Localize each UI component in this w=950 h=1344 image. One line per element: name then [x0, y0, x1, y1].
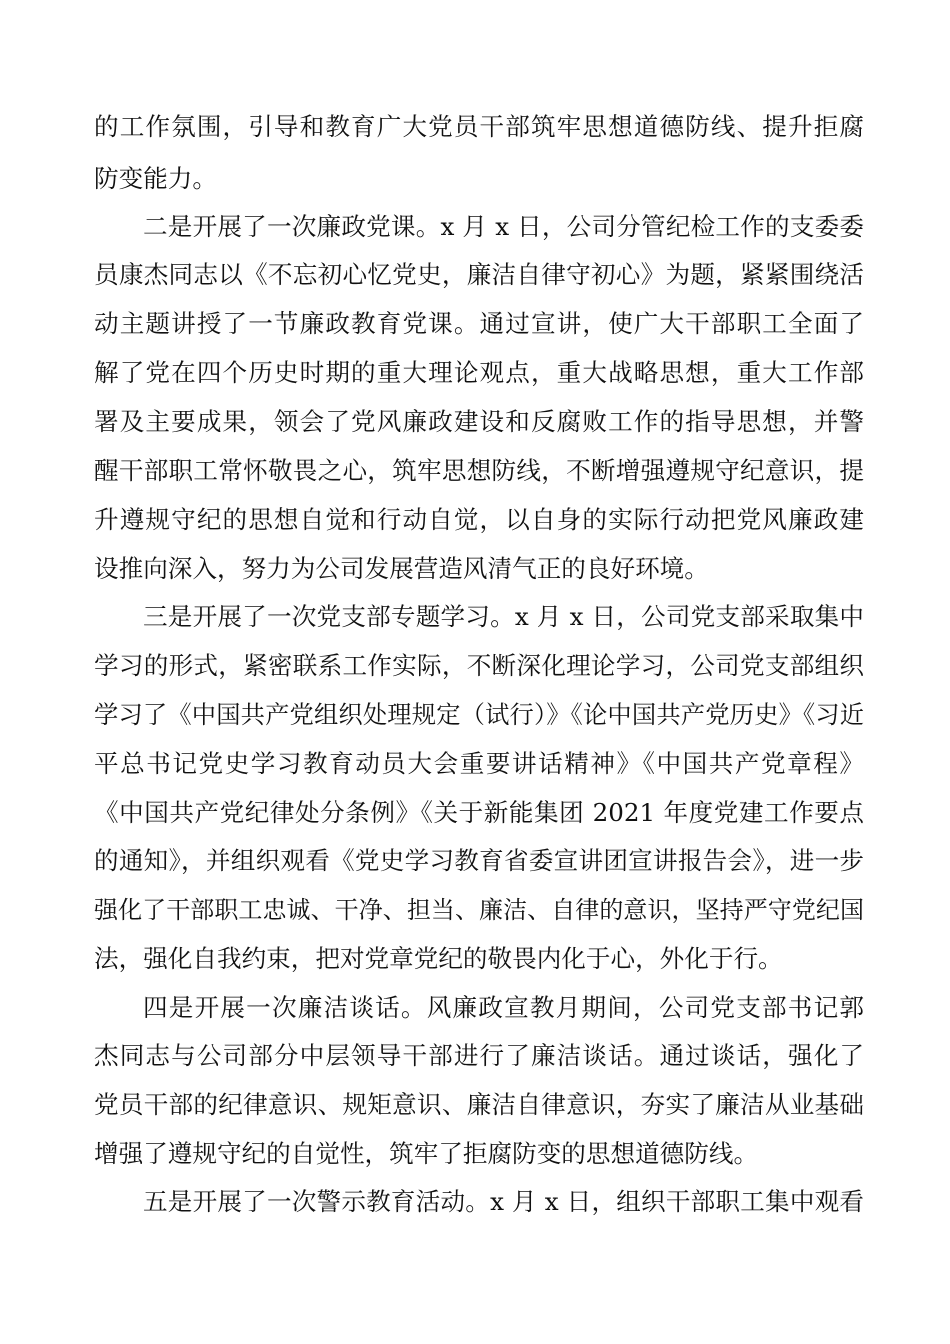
paragraph-line: 醒干部职工常怀敬畏之心，筑牢思想防线，不断增强遵规守纪意识，提	[94, 456, 864, 485]
paragraph-line: 强化了干部职工忠诚、干净、担当、廉洁、自律的意识，坚持严守党纪国	[94, 896, 864, 924]
paragraph-line: 的通知》，并组织观看《党史学习教育省委宣讲团宣讲报告会》，进一步	[94, 846, 864, 875]
paragraph-line: 员康杰同志以《不忘初心忆党史，廉洁自律守初心》为题，紧紧围绕活	[94, 260, 864, 289]
paragraph-line: 《中国共产党纪律处分条例》《关于新能集团 2021 年度党建工作要点	[94, 798, 864, 827]
paragraph-line: 升遵规守纪的思想自觉和行动自觉，以自身的实际行动把党风廉政建	[94, 505, 864, 534]
paragraph-line: 三是开展了一次党支部专题学习。x 月 x 日，公司党支部采取集中	[143, 602, 864, 631]
paragraph-line: 五是开展了一次警示教育活动。x 月 x 日，组织干部职工集中观看	[143, 1187, 864, 1216]
paragraph-line: 杰同志与公司部分中层领导干部进行了廉洁谈话。通过谈话，强化了	[94, 1041, 864, 1070]
paragraph-line: 学习的形式，紧密联系工作实际，不断深化理论学习，公司党支部组织	[94, 651, 864, 680]
paragraph-line: 动主题讲授了一节廉政教育党课。通过宣讲，使广大干部职工全面了	[94, 309, 864, 338]
paragraph-line: 的工作氛围，引导和教育广大党员干部筑牢思想道德防线、提升拒腐	[94, 112, 864, 141]
paragraph-line: 解了党在四个历史时期的重大理论观点，重大战略思想，重大工作部	[94, 358, 864, 387]
paragraph-line: 四是开展一次廉洁谈话。风廉政宣教月期间，公司党支部书记郭	[143, 993, 864, 1022]
paragraph-line: 平总书记党史学习教育动员大会重要讲话精神》《中国共产党章程》	[94, 749, 864, 778]
paragraph-line: 党员干部的纪律意识、规矩意识、廉洁自律意识，夯实了廉洁从业基础	[94, 1090, 864, 1119]
paragraph-line: 学习了《中国共产党组织处理规定（试行）》《论中国共产党历史》《习近	[94, 700, 864, 729]
paragraph-line: 增强了遵规守纪的自觉性，筑牢了拒腐防变的思想道德防线。	[94, 1139, 759, 1168]
paragraph-line: 二是开展了一次廉政党课。x 月 x 日，公司分管纪检工作的支委委	[143, 212, 864, 241]
paragraph-line: 防变能力。	[94, 164, 217, 193]
paragraph-line: 设推向深入，努力为公司发展营造风清气正的良好环境。	[94, 554, 709, 583]
paragraph-line: 署及主要成果，领会了党风廉政建设和反腐败工作的指导思想，并警	[94, 407, 864, 436]
paragraph-line: 法，强化自我约束，把对党章党纪的敬畏内化于心，外化于行。	[94, 944, 783, 973]
